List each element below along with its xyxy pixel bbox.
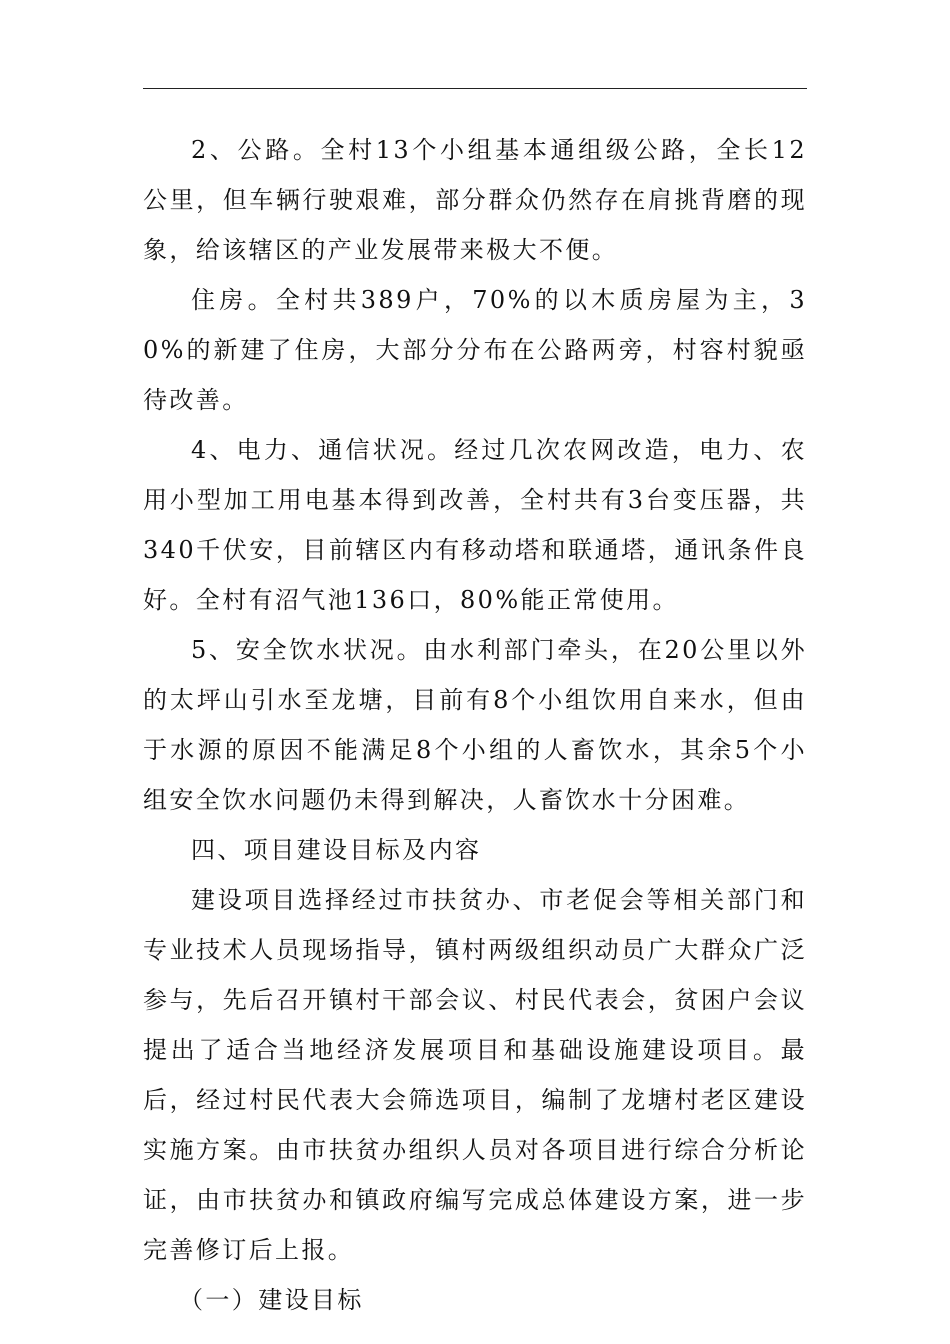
section-heading-project-goals: 四、项目建设目标及内容 — [191, 836, 482, 864]
paragraph-power-telecom: 4、电力、通信状况。经过几次农网改造，电力、农用小型加工用电基本得到改善，全村共有3台变压器，共340千伏安，目前辖区内有移动塔和联通塔，通讯条件良好。全村有沼气池136口，80%能正常使用。 — [143, 436, 807, 614]
subheading-construction-goals: （一）建设目标 — [179, 1286, 364, 1314]
header-rule — [143, 88, 807, 89]
paragraph-roads: 2、公路。全村13个小组基本通组级公路，全长12公里，但车辆行驶艰难，部分群众仍然存在肩挑背磨的现象，给该辖区的产业发展带来极大不便。 — [143, 136, 807, 264]
paragraph-housing: 住房。全村共389户，70%的以木质房屋为主，30%的新建了住房，大部分分布在公路两旁，村容村貌亟待改善。 — [143, 286, 807, 414]
paragraph-project-selection: 建设项目选择经过市扶贫办、市老促会等相关部门和专业技术人员现场指导，镇村两级组织动员广大群众广泛参与，先后召开镇村干部会议、村民代表会，贫困户会议提出了适合当地经济发展项目和基础设施建设项目。最后，经过村民代表大会筛选项目，编制了龙塘村老区建设实施方案。由市扶贫办组织人员对各项目进行综合分析论证，由市扶贫办和镇政府编写完成总体建设方案，进一步完善修订后上报。 — [143, 886, 807, 1264]
paragraph-drinking-water: 5、安全饮水状况。由水利部门牵头，在20公里以外的太坪山引水至龙塘，目前有8个小组饮用自来水，但由于水源的原因不能满足8个小组的人畜饮水，其余5个小组安全饮水问题仍未得到解决，人畜饮水十分困难。 — [143, 636, 807, 814]
document-body — [143, 125, 807, 1325]
